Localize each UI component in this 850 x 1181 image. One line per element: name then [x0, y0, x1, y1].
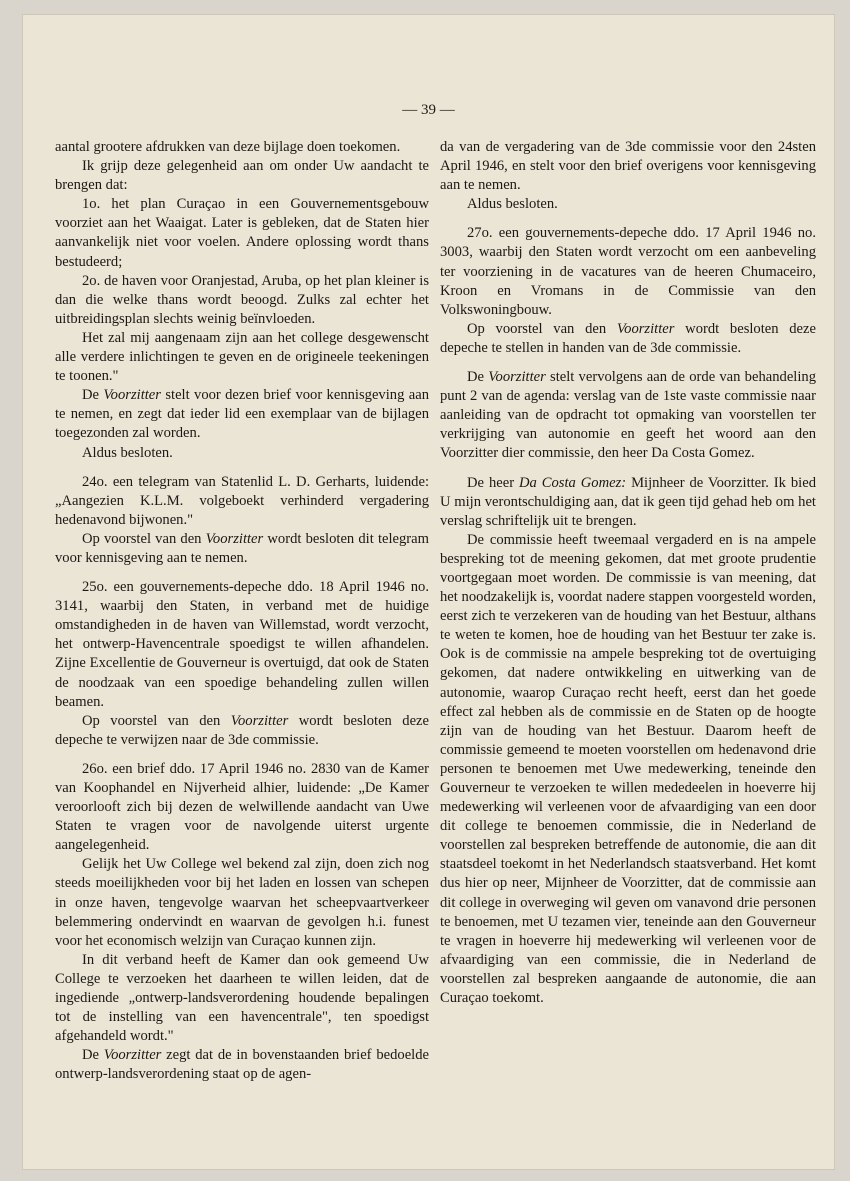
- speaker-name: Da Costa Gomez:: [518, 474, 627, 491]
- left-column: [55, 138, 429, 1085]
- paragraph: aantal grootere afdrukken van deze bijlage doen toekomen.: [55, 139, 401, 155]
- paragraph: Gelijk het Uw College wel bekend zal zijn, doen zich nog steeds moeilijkheden voor bij het laden en lossen van schepen in onze haven, tengevolge waarvan het scheepvaartverkeer belemmering ondervindt en waarvan de gevolgen h.i. funest voor het economisch welzijn van Curaçao kunnen zijn.: [55, 856, 429, 949]
- speaker-name: Voorzitter: [230, 712, 289, 729]
- right-column: [440, 138, 816, 1008]
- text: stelt vervolgens aan de orde van behandeling punt 2 van de agenda: verslag van de 1ste vaste commissie naar aanleiding van de opdracht tot opmaking van voorstellen ter verkrijging van autonomie en geeft het woord aan den Voorzitter dier commissie, den heer Da Costa Gomez.: [440, 369, 816, 462]
- paragraph: [55, 530, 429, 568]
- paragraph-item-26o: 26o. een brief ddo. 17 April 1946 no. 2830 van de Kamer van Koophandel en Nijverheid alhier, luidende: „De Kamer veroorlooft zich bij dezen de welwillende aandacht van Uwe Staten te vragen voor de navolgende uiterst urgente aangelegenheid.: [55, 760, 429, 854]
- paragraph: da van de vergadering van de 3de commissie voor den 24sten April 1946, en stelt voor den brief overigens voor kennisgeving aan te nemen.: [440, 139, 816, 194]
- text: Mijnheer de Voorzitter. Ik bied U mijn verontschuldiging aan, dat ik geen tijd gehad heb om het verslag schriftelijk uit te brengen.: [440, 474, 816, 529]
- text: Op voorstel van den: [82, 712, 231, 729]
- page-number: — 39 —: [402, 102, 455, 118]
- text: zegt dat de in bovenstaanden brief bedoelde ontwerp-landsverordening staat op de agen-: [55, 1047, 429, 1083]
- decision-line: Aldus besloten.: [467, 196, 558, 213]
- paragraph-item-25o: 25o. een gouvernements-depeche ddo. 18 April 1946 no. 3141, waarbij den Staten, in verband met de huidige omstandigheden in de haven van Willemstad, wordt verzocht, het ontwerp-Havencentrale spoedigst te willen afhandelen. Zijne Excellentie de Gouverneur is overtuigd, dat ook de Staten de noodzaak van een spoedige behandeling zullen willen beamen.: [55, 579, 429, 710]
- paragraph: Ik grijp deze gelegenheid aan om onder Uw aandacht te brengen dat:: [55, 158, 429, 194]
- speaker-name: Voorzitter: [103, 1047, 162, 1064]
- speaker-name: Voorzitter: [488, 369, 546, 386]
- paragraph: [55, 386, 429, 443]
- paragraph: [440, 320, 816, 358]
- paragraph: [55, 712, 429, 750]
- text: Op voorstel van den: [82, 530, 206, 547]
- paragraph: [440, 368, 816, 463]
- speaker-name: Voorzitter: [103, 387, 161, 404]
- paragraph-item-24o: 24o. een telegram van Statenlid L. D. Gerharts, luidende: „Aangezien K.L.M. volgeboekt verhinderd vergadering hedenavond bijwonen.": [55, 473, 429, 528]
- paragraph: [440, 474, 816, 531]
- speaker-name: Voorzitter: [205, 530, 264, 547]
- paragraph-item-27o: 27o. een gouvernements-depeche ddo. 17 April 1946 no. 3003, waarbij den Staten wordt verzocht om een aanbeveling ter voorziening in de vacatures van de heeren Chumaceiro, Kroon en Vromans in de Commissie van den Volkswoningbouw.: [440, 225, 816, 318]
- text: Op voorstel van den: [467, 320, 617, 337]
- paragraph: De commissie heeft tweemaal vergaderd en is na ampele bespreking tot de meening gekomen, dat met groote prudentie voortgegaan moet worden. De commissie is van meening, dat het noodzakelijk is, voordat nadere stappen voorgesteld worden, eerst zich te verzekeren van de houding van het Bestuur, althans te weten te komen, hoe de houding van het Bestuur ter zake is. Ook is de commissie na ampele bespreking tot de overtuiging gekomen, dat nadere ontwikkeling en uitwerking van de autonomie, waarop Curaçao recht heeft, eerst dan het goede effect zal hebben als de commissie en de Staten op de hoogte zijn van de houding van het Bestuur. Daarom heeft de commissie gemeend te moeten voorstellen om hedenavond drie personen te benoemen met Uwe medewerking, teneinde den Gouverneur te verzoeken te willen mededeelen in hoeverre hij medewerking wil verleenen voor de afvaardiging van een door dit college te benoemen commissie, die in Nederland de voorstellen zal bespreken betreffende de autonomie, die aan dit staatsdeel toekomt in het Nederlandsch staatsverband. Het komt dus hier op neer, Mijnheer de Voorzitter, dat de commissie aan dit college in overweging wil geven om vanavond drie personen te benoemen, met U tezamen vier, teneinde aan den Gouverneur te vragen in hoeverre hij medewerking wil verleenen voor de afvaardiging van een commissie, die in Nederland de voorstellen zal bespreken aangaande de autonomie, die aan Curaçao toekomt.: [440, 531, 816, 1007]
- paragraph-item-1o: 1o. het plan Curaçao in een Gouvernementsgebouw voorziet aan het Waaigat. Later is gebleken, dat de Staten hier aanvankelijk niet voor voelen. Andere oplossing wordt thans bestudeerd;: [55, 196, 429, 270]
- text: De: [82, 387, 104, 404]
- text: De: [467, 369, 489, 386]
- paragraph: In dit verband heeft de Kamer dan ook gemeend Uw College te verzoeken het daarheen te willen leiden, dat de ingediende „ontwerp-landsverordening houdende bepalingen tot de instelling van een havencentrale", ten spoedigst afgehandeld wordt.": [55, 951, 429, 1045]
- paragraph: [55, 1046, 429, 1084]
- text: wordt besloten dit telegram voor kennisgeving aan te nemen.: [55, 530, 429, 566]
- document-page: [22, 14, 835, 1170]
- text: stelt voor dezen brief voor kennisgeving aan te nemen, en zegt dat ieder lid een exemplaar van de bijlagen toegezonden zal worden.: [55, 387, 429, 442]
- paragraph-item-2o: 2o. de haven voor Oranjestad, Aruba, op het plan kleiner is dan die welke thans wordt beoogd. Zulks zal echter het uitbreidingsplan slechts weinig beïnvloeden.: [55, 272, 429, 327]
- text: De: [82, 1047, 104, 1064]
- text: wordt besloten deze depeche te stellen in handen van de 3de commissie.: [440, 320, 816, 356]
- speaker-name: Voorzitter: [616, 320, 675, 337]
- paragraph: Het zal mij aangenaam zijn aan het college desgewenscht alle verdere inlichtingen te geven en de origineele teekeningen te toonen.": [55, 329, 429, 385]
- decision-line: Aldus besloten.: [82, 444, 173, 461]
- text: De heer: [467, 474, 519, 491]
- text: wordt besloten deze depeche te verwijzen naar de 3de commissie.: [55, 712, 429, 748]
